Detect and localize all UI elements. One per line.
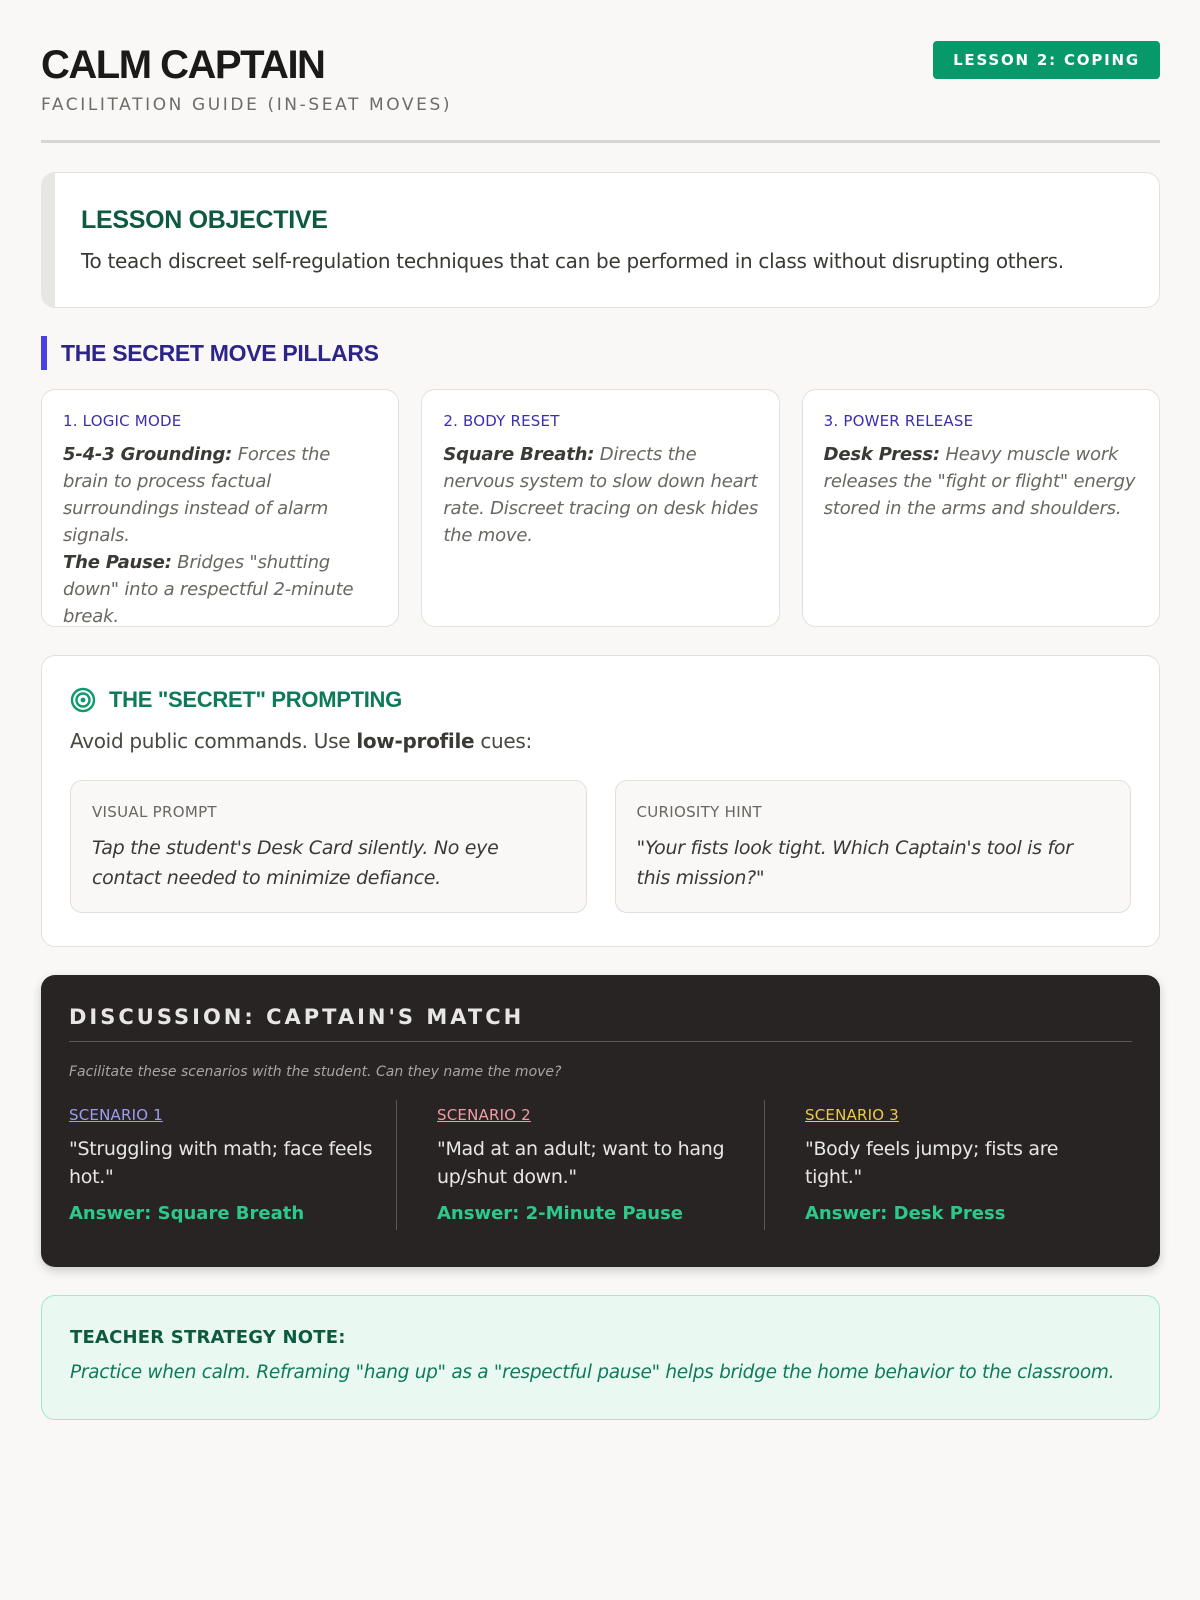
- pillar-title: 2. BODY RESET: [443, 412, 560, 430]
- pillar-desc: Directs the nervous system to slow down heart rate. Discreet tracing on desk hides the move.: [443, 444, 758, 546]
- scenario-label: SCENARIO 3: [805, 1106, 899, 1124]
- scenario-1: [69, 1100, 396, 1230]
- pillars-heading: THE SECRET MOVE PILLARS: [41, 336, 1160, 370]
- cue-text: Tap the student's Desk Card silently. No eye contact needed to minimize defiance.: [92, 837, 499, 889]
- intro-emphasis: low-profile: [356, 729, 475, 753]
- pillar-body: [824, 441, 1139, 522]
- lesson-objective-card: [41, 172, 1160, 308]
- page-subtitle: FACILITATION GUIDE (IN-SEAT MOVES): [41, 95, 453, 115]
- scenario-answer: Answer: 2-Minute Pause: [437, 1203, 684, 1224]
- teacher-strategy-note: [41, 1295, 1160, 1420]
- intro-text: Avoid public commands. Use: [70, 729, 357, 753]
- pillar-body: [443, 441, 758, 549]
- cue-label: VISUAL PROMPT: [92, 803, 217, 821]
- scenario-2: [396, 1100, 764, 1230]
- scenario-answer: Answer: Square Breath: [69, 1203, 305, 1224]
- scenarios-row: [69, 1100, 1132, 1230]
- discussion-heading: DISCUSSION: CAPTAIN'S MATCH: [69, 1005, 1132, 1042]
- pillars-row: [41, 389, 1160, 627]
- target-icon: [70, 687, 96, 713]
- cue-card-curiosity-hint: [615, 780, 1132, 913]
- cue-card-visual-prompt: [70, 780, 587, 913]
- scenario-quote: "Struggling with math; face feels hot.": [69, 1138, 373, 1188]
- cue-label: CURIOSITY HINT: [636, 803, 762, 821]
- pillar-body: [63, 441, 378, 630]
- secret-prompting-card: [41, 655, 1160, 947]
- pillar-desc: Bridges "shutting down" into a respectful 2-minute break.: [63, 552, 354, 627]
- discussion-intro: Facilitate these scenarios with the student. Can they name the move?: [69, 1064, 562, 1080]
- scenario-3: [764, 1100, 1132, 1230]
- lesson-badge: LESSON 2: COPING: [933, 41, 1160, 79]
- prompting-header: [70, 684, 1131, 716]
- prompting-heading: THE "SECRET" PROMPTING: [109, 687, 402, 712]
- objective-text: To teach discreet self-regulation techniques that can be performed in class without disrupting others.: [81, 249, 1064, 273]
- discussion-panel: [41, 975, 1160, 1267]
- note-heading: TEACHER STRATEGY NOTE:: [70, 1327, 346, 1348]
- objective-heading: LESSON OBJECTIVE: [81, 206, 328, 234]
- scenario-quote: "Body feels jumpy; fists are tight.": [805, 1138, 1059, 1188]
- pillar-term: 5-4-3 Grounding:: [63, 444, 233, 465]
- scenario-label: SCENARIO 2: [437, 1106, 531, 1124]
- pillar-title: 3. POWER RELEASE: [823, 412, 974, 430]
- prompting-intro: [70, 729, 1131, 753]
- intro-text: cues:: [474, 729, 532, 753]
- pillar-term: The Pause:: [63, 552, 172, 573]
- page-title: CALM CAPTAIN: [41, 43, 325, 87]
- pillar-card-body-reset: [421, 389, 779, 627]
- scenario-label: SCENARIO 1: [69, 1106, 163, 1124]
- pillar-card-power-release: [802, 389, 1160, 627]
- pillar-desc: Heavy muscle work releases the "fight or flight" energy stored in the arms and shoulders.: [823, 444, 1136, 519]
- cues-row: [70, 780, 1131, 913]
- pillar-title: 1. LOGIC MODE: [63, 412, 182, 430]
- pillar-term: Square Breath:: [443, 444, 595, 465]
- pillar-desc: Forces the brain to process factual surroundings instead of alarm signals.: [63, 444, 331, 546]
- scenario-quote: "Mad at an adult; want to hang up/shut down.": [437, 1138, 725, 1188]
- page-header: [41, 41, 1160, 143]
- pillar-card-logic-mode: [41, 389, 399, 627]
- note-text: Practice when calm. Reframing "hang up" as a "respectful pause" helps bridge the home behavior to the classroom.: [70, 1362, 1115, 1383]
- pillar-term: Desk Press:: [823, 444, 940, 465]
- cue-text: "Your fists look tight. Which Captain's tool is for this mission?": [636, 837, 1073, 889]
- scenario-answer: Answer: Desk Press: [805, 1203, 1006, 1224]
